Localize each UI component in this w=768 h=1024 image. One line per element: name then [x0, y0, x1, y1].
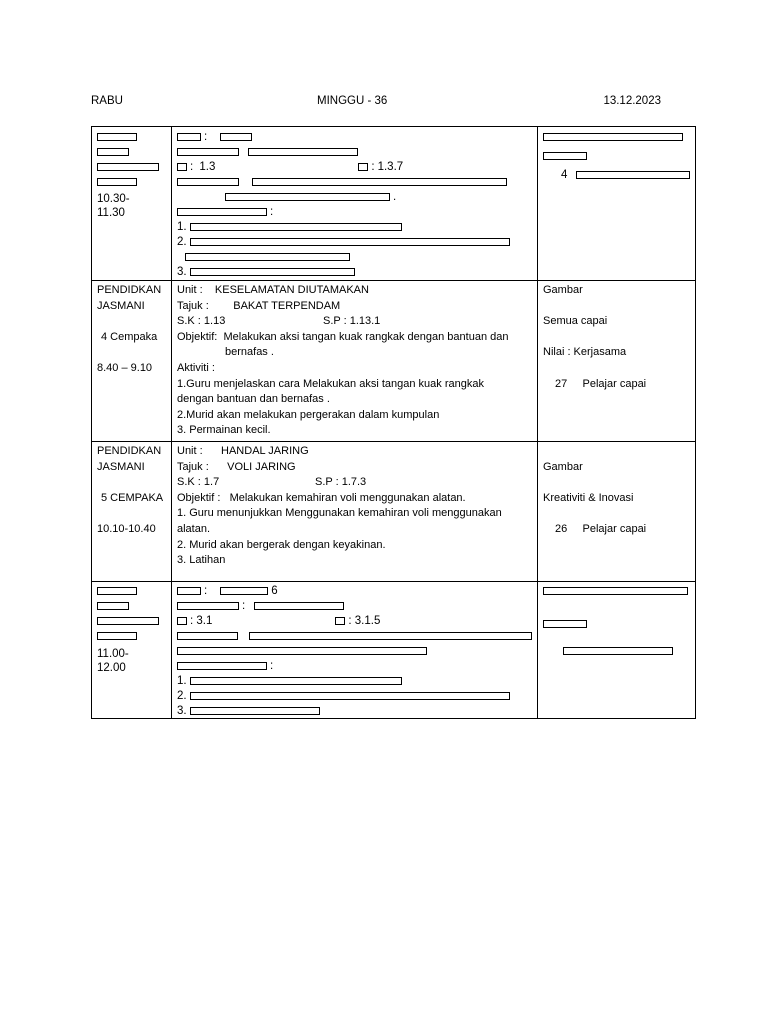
value-note: Kreativiti & Inovasi — [543, 491, 634, 504]
time-slot: 10.10-10.40 — [97, 522, 156, 535]
time-line-2: 12.00 — [97, 661, 126, 674]
lesson-cell — [172, 581, 538, 718]
sk-value: : 3.1 — [190, 615, 213, 628]
pupil-count-label: Pelajar capai — [582, 522, 647, 535]
lesson-cell — [172, 441, 538, 581]
subject-cell — [92, 581, 172, 718]
pupil-count: 26 — [555, 522, 568, 535]
unit-number: 6 — [271, 585, 278, 598]
activity-1-continued: alatan. — [177, 522, 211, 535]
activity-3-num: 3. — [177, 705, 187, 718]
sp-value: : 3.1.5 — [348, 615, 381, 628]
class-name: 4 Cempaka — [101, 330, 158, 343]
teaching-aid: Gambar — [543, 284, 583, 296]
lesson-cell — [172, 281, 538, 442]
activity-3-num: 3. — [177, 265, 187, 278]
objektif-label: Objektif: — [177, 330, 218, 343]
unit-label: Unit : — [177, 444, 203, 457]
objektif-label: Objektif : — [177, 491, 221, 504]
aktiviti-label: Aktiviti : — [177, 361, 215, 374]
subject-line-2: JASMANI — [97, 460, 145, 473]
glyph-text-block — [97, 584, 166, 675]
objektif-value: Melakukan kemahiran voli menggunakan alatan. — [229, 491, 466, 504]
objektif-continued: bernafas . — [225, 346, 274, 359]
pupil-count-label: Pelajar capai — [582, 377, 647, 390]
tajuk-value: VOLI JARING — [227, 460, 296, 473]
table-row — [92, 281, 696, 442]
unit-label: Unit : — [177, 284, 203, 296]
time-line-1: 10.30- — [97, 193, 130, 205]
header-day: RABU — [91, 95, 123, 107]
teaching-aid: Gambar — [543, 460, 583, 473]
tajuk-label: Tajuk : — [177, 299, 209, 312]
notes-cell — [538, 581, 696, 718]
subject-cell — [92, 127, 172, 281]
glyph-text-block: : : 1.3 : 1.3.7 . : 1. 2. 3. — [177, 129, 532, 276]
unit-value: KESELAMATAN DIUTAMAKAN — [214, 284, 369, 296]
activity-3: 3. Latihan — [177, 554, 226, 567]
header-date: 13.12.2023 — [603, 95, 661, 107]
sk-value: S.K : 1.13 — [177, 315, 226, 328]
page-header — [91, 95, 661, 109]
sk-value: S.K : 1.7 — [177, 476, 220, 489]
notes-cell — [538, 441, 696, 581]
subject-cell — [92, 281, 172, 442]
pupil-count: 4 — [561, 168, 568, 181]
tajuk-value: BAKAT TERPENDAM — [233, 299, 341, 312]
glyph-text-block — [543, 584, 690, 656]
unit-value: HANDAL JARING — [221, 444, 309, 457]
achievement: Semua capai — [543, 315, 608, 328]
header-week: MINGGU - 36 — [317, 95, 388, 107]
tajuk-label: Tajuk : — [177, 460, 209, 473]
subject-line-2: JASMANI — [97, 299, 145, 312]
activity-2-num: 2. — [177, 690, 187, 703]
time-slot: 8.40 – 9.10 — [97, 361, 153, 374]
notes-cell — [538, 127, 696, 281]
sp-value: 1.3.7 — [377, 160, 404, 173]
table-row — [92, 441, 696, 581]
activity-2-num: 2. — [177, 235, 187, 248]
glyph-text-block: : 6 : : 3.1 : 3.1.5 : 1. 2. 3. — [177, 584, 532, 716]
glyph-text-block — [543, 129, 690, 179]
sk-value: 1.3 — [199, 160, 216, 173]
table-row — [92, 127, 696, 281]
subject-cell — [92, 441, 172, 581]
pupil-count: 27 — [555, 377, 568, 390]
lesson-cell — [172, 127, 538, 281]
sp-value: S.P : 1.13.1 — [323, 315, 381, 328]
activity-2: 2.Murid akan melakukan pergerakan dalam kumpulan — [177, 408, 440, 421]
objektif-value: Melakukan aksi tangan kuak rangkak dengan bantuan dan — [223, 330, 509, 343]
notes-cell — [538, 281, 696, 442]
activity-1: 1.Guru menjelaskan cara Melakukan aksi tangan kuak rangkak — [177, 377, 484, 390]
time-line-1: 11.00- — [97, 647, 129, 660]
class-name: 5 CEMPAKA — [101, 491, 164, 504]
lesson-plan-table — [91, 126, 696, 719]
glyph-text-block — [97, 129, 166, 220]
sp-value: S.P : 1.7.3 — [315, 476, 367, 489]
subject-line-1: PENDIDKAN — [97, 444, 162, 457]
table-row — [92, 581, 696, 718]
activity-1: 1. Guru menunjukkan Menggunakan kemahiran voli menggunakan — [177, 507, 502, 520]
value-note: Nilai : Kerjasama — [543, 346, 627, 359]
activity-2: 2. Murid akan bergerak dengan keyakinan. — [177, 538, 386, 551]
time-line-2: 11.30 — [97, 207, 125, 219]
subject-line-1: PENDIDKAN — [97, 284, 162, 296]
activity-3: 3. Permainan kecil. — [177, 424, 271, 437]
activity-1-continued: dengan bantuan dan bernafas . — [177, 393, 330, 406]
